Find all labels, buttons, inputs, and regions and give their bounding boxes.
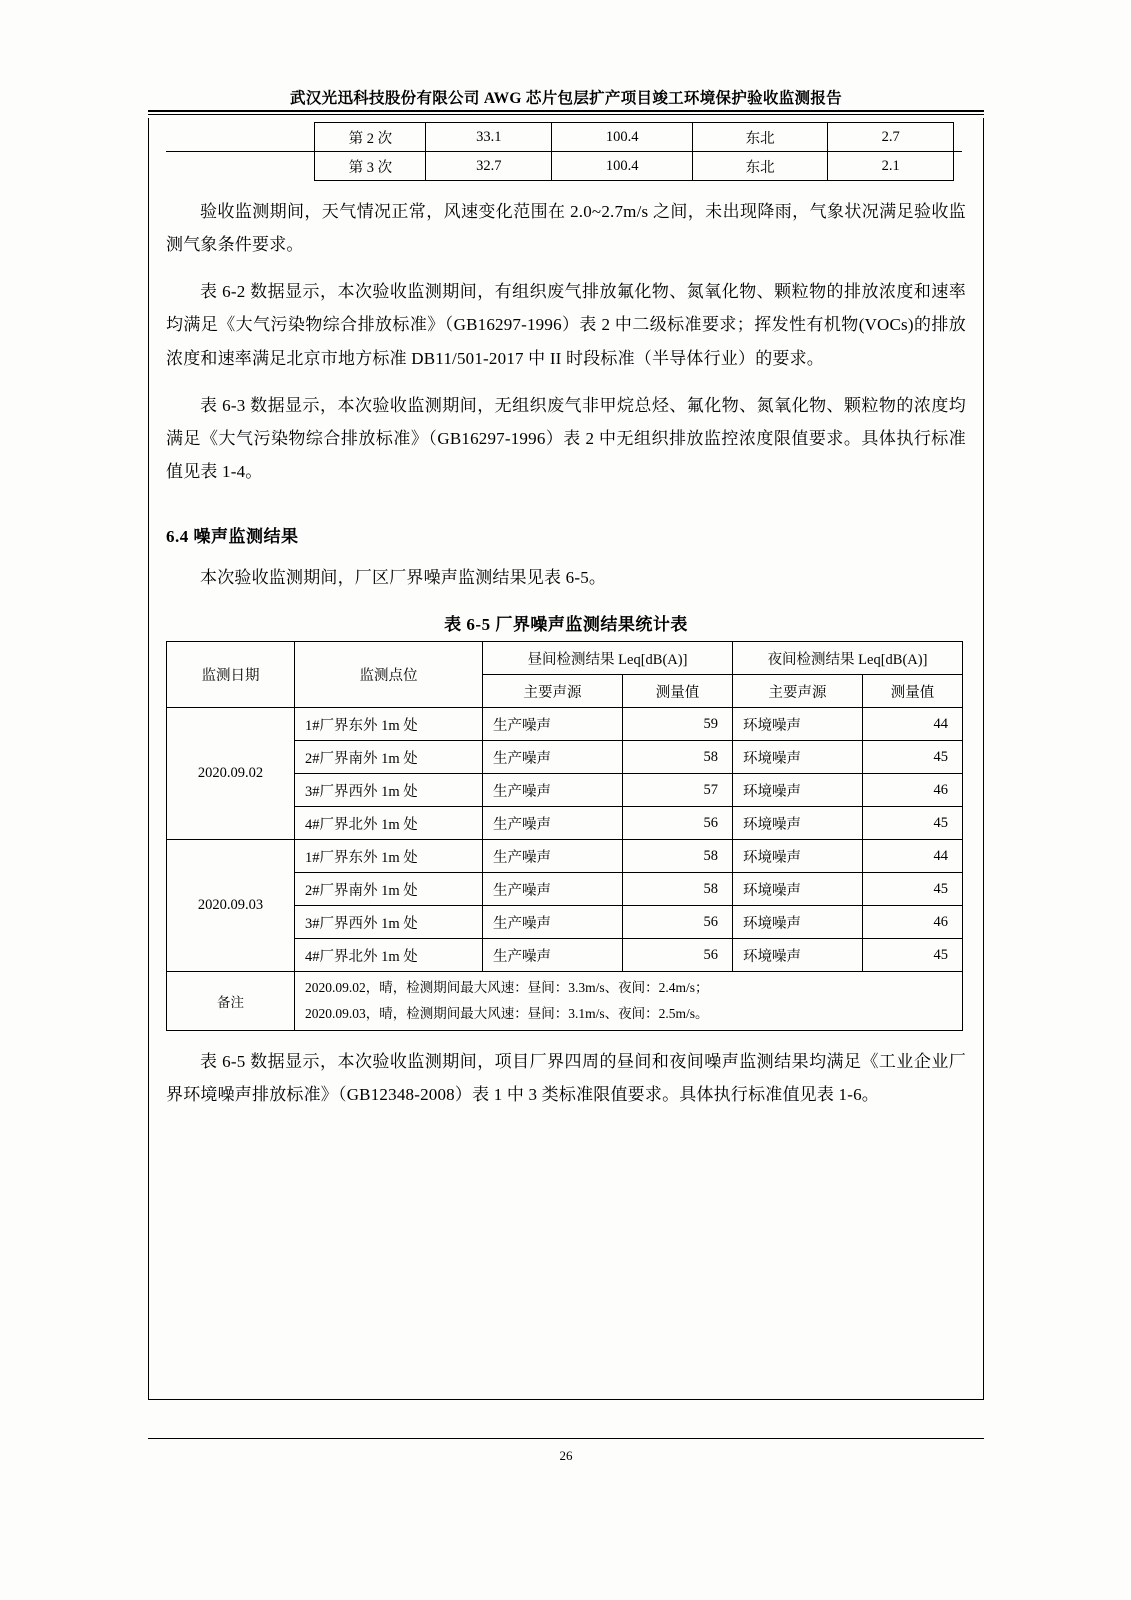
cell-point: 4#厂界北外 1m 处 (295, 807, 483, 840)
cell-value-2: 100.4 (552, 152, 693, 181)
cell-day-source: 生产噪声 (483, 807, 623, 840)
cell-point: 3#厂界西外 1m 处 (295, 906, 483, 939)
cell-day-source: 生产噪声 (483, 741, 623, 774)
paragraph-weather: 验收监测期间，天气情况正常，风速变化范围在 2.0~2.7m/s 之间，未出现降雨，气象状况满足验收监测气象条件要求。 (166, 202, 966, 255)
table-row (167, 840, 963, 873)
noise-monitoring-table (166, 641, 963, 1030)
cell-value-2: 100.4 (552, 123, 693, 152)
table-row (167, 708, 963, 741)
cell-day-source: 生产噪声 (483, 840, 623, 873)
header-point: 监测点位 (295, 642, 483, 708)
cell-remark-label: 备注 (167, 972, 295, 1030)
continued-measurement-table (166, 122, 962, 181)
cell-night-value: 45 (863, 741, 963, 774)
paragraph-noise-conclusion: 表 6-5 数据显示，本次验收监测期间，项目厂界四周的昼间和夜间噪声监测结果均满足《工业企业厂界环境噪声排放标准》（GB12348-2008）表 1 中 3 类标准限值要求。具体执行标准值见表 1-6。 (166, 1051, 966, 1104)
page-number: 26 (559, 1448, 573, 1463)
cell-night-value: 44 (863, 840, 963, 873)
table-row (166, 152, 962, 181)
cell-day-source: 生产噪声 (483, 708, 623, 741)
cell-day-source: 生产噪声 (483, 939, 623, 972)
paragraph-noise-intro: 本次验收监测期间，厂区厂界噪声监测结果见表 6-5。 (200, 568, 607, 588)
cell-day-value: 56 (623, 939, 733, 972)
table-row (166, 123, 962, 152)
header-day-source: 主要声源 (483, 675, 623, 708)
paragraph-table62: 表 6-2 数据显示，本次验收监测期间，有组织废气排放氟化物、氮氧化物、颗粒物的排放浓度和速率均满足《大气污染物综合排放标准》（GB16297-1996）表 2 中二级标准要求；挥发性有机物(VOCs)的排放浓度和速率满足北京市地方标准 DB11/501-2017 中 II 时段标准（半导体行业）的要求。 (166, 282, 966, 368)
cell-day-value: 56 (623, 906, 733, 939)
remark-line-1: 2020.09.02，晴，检测期间最大风速：昼间：3.3m/s、夜间：2.4m/s； (305, 980, 709, 996)
cell-day-value: 56 (623, 807, 733, 840)
cell-point: 1#厂界东外 1m 处 (295, 708, 483, 741)
header-night-source: 主要声源 (733, 675, 863, 708)
cell-speed: 2.1 (828, 152, 954, 181)
cell-direction: 东北 (693, 152, 828, 181)
cell-label: 第 2 次 (315, 123, 426, 152)
cell-night-value: 45 (863, 939, 963, 972)
cell-point: 2#厂界南外 1m 处 (295, 741, 483, 774)
cell-night-value: 44 (863, 708, 963, 741)
cell-value-1: 32.7 (426, 152, 552, 181)
cell-night-source: 环境噪声 (733, 906, 863, 939)
empty-cell-right (954, 152, 963, 181)
cell-night-source: 环境噪声 (733, 873, 863, 906)
table-caption-6-5: 表 6-5 厂界噪声监测结果统计表 (444, 615, 688, 635)
cell-date: 2020.09.02 (167, 708, 295, 840)
cell-night-source: 环境噪声 (733, 708, 863, 741)
cell-night-value: 45 (863, 873, 963, 906)
empty-cell-right (954, 123, 963, 152)
cell-point: 2#厂界南外 1m 处 (295, 873, 483, 906)
empty-cell (166, 123, 315, 152)
cell-label: 第 3 次 (315, 152, 426, 181)
cell-date: 2020.09.03 (167, 840, 295, 972)
cell-day-value: 59 (623, 708, 733, 741)
cell-night-source: 环境噪声 (733, 807, 863, 840)
remark-line-2: 2020.09.03，晴，检测期间最大风速：昼间：3.1m/s、夜间：2.5m/s。 (305, 1005, 709, 1021)
cell-speed: 2.7 (828, 123, 954, 152)
paragraph-table63: 表 6-3 数据显示，本次验收监测期间，无组织废气非甲烷总烃、氟化物、氮氧化物、颗粒物的浓度均满足《大气污染物综合排放标准》（GB16297-1996）表 2 中无组织排放监控浓度限值要求。具体执行标准值见表 1-4。 (166, 395, 966, 481)
cell-remark-body (295, 972, 963, 1030)
table-remark-row (167, 972, 963, 1030)
header-divider-top (148, 110, 984, 112)
cell-direction: 东北 (693, 123, 828, 152)
header-day-value: 测量值 (623, 675, 733, 708)
cell-night-source: 环境噪声 (733, 774, 863, 807)
cell-day-value: 58 (623, 741, 733, 774)
cell-night-source: 环境噪声 (733, 840, 863, 873)
cell-day-source: 生产噪声 (483, 906, 623, 939)
cell-point: 3#厂界西外 1m 处 (295, 774, 483, 807)
empty-cell (166, 152, 315, 181)
cell-day-source: 生产噪声 (483, 774, 623, 807)
cell-night-value: 45 (863, 807, 963, 840)
cell-day-value: 57 (623, 774, 733, 807)
header-night-group: 夜间检测结果 Leq[dB(A)] (733, 642, 963, 675)
cell-day-source: 生产噪声 (483, 873, 623, 906)
footer-divider (148, 1438, 984, 1439)
cell-night-value: 46 (863, 774, 963, 807)
page-header-title: 武汉光迅科技股份有限公司 AWG 芯片包层扩产项目竣工环境保护验收监测报告 (290, 90, 842, 107)
cell-value-1: 33.1 (426, 123, 552, 152)
section-title-6-4: 6.4 噪声监测结果 (166, 527, 299, 547)
cell-day-value: 58 (623, 873, 733, 906)
cell-point: 4#厂界北外 1m 处 (295, 939, 483, 972)
cell-night-source: 环境噪声 (733, 741, 863, 774)
header-day-group: 昼间检测结果 Leq[dB(A)] (483, 642, 733, 675)
header-divider-bottom (148, 114, 984, 115)
cell-night-source: 环境噪声 (733, 939, 863, 972)
cell-night-value: 46 (863, 906, 963, 939)
table-header-row (167, 642, 963, 675)
cell-point: 1#厂界东外 1m 处 (295, 840, 483, 873)
cell-day-value: 58 (623, 840, 733, 873)
page-content (148, 118, 984, 1111)
header-night-value: 测量值 (863, 675, 963, 708)
header-date: 监测日期 (167, 642, 295, 708)
